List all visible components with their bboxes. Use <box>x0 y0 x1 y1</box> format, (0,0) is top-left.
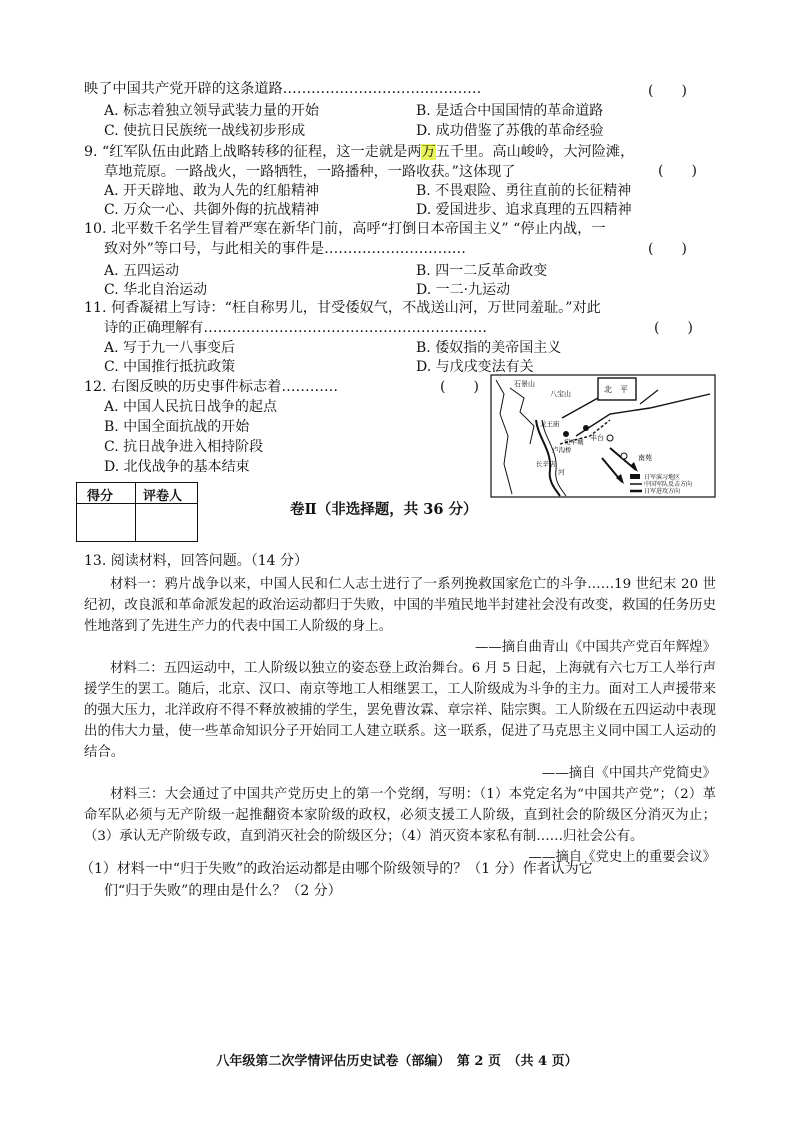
q12-stem-text: 12. 右图反映的历史事件标志着 <box>84 379 282 395</box>
q12-stem: 12. 右图反映的历史事件标志着………… <box>84 379 339 395</box>
q8-option-b: B. 是适合中国国情的革命道路 <box>416 103 604 119</box>
q8-answer-paren: ( ) <box>648 83 687 99</box>
map-legend-3: 日军进攻方向 <box>644 488 681 495</box>
score-box <box>76 482 198 542</box>
q10-answer-paren: ( ) <box>648 241 687 257</box>
material-3-source: ——摘自《党史上的重要会议》 <box>528 850 716 865</box>
material-2-source: ——摘自《中国共产党简史》 <box>541 766 716 781</box>
material-3: 材料三：大会通过了中国共产党历史上的第一个党纲，写明：（1）本党定名为“中国共产党”；（2）革命军队必须与无产阶级一起推翻资本家阶级的政权，必须支援工人阶级，直到社会的阶级区分消灭为止；（3）承认无产阶级专政，直到消灭社会的阶级区分；（4）消灭资本家私有制……归社会公有。 <box>84 787 716 844</box>
q13-materials <box>84 574 716 868</box>
q9-stem-a: 9. “红军队伍由此踏上战略转移的征程，这一走就是两 <box>84 144 422 160</box>
q8-option-d: D. 成功借鉴了苏俄的革命经验 <box>416 123 604 139</box>
q8-stem-cont: 映了中国共产党开辟的这条道路…………………………………… <box>84 81 482 97</box>
page-footer: 八年级第二次学情评估历史试卷（部编） 第 2 页 （共 4 页） <box>216 1054 578 1069</box>
q11-option-b: B. 倭奴指的美帝国主义 <box>416 340 562 356</box>
q13-sub1-line2: 们“归于失败”的理由是什么？（2 分） <box>104 883 342 899</box>
map-label-longwangmiao: 龙王庙 <box>540 420 560 428</box>
map-label-fengtai: 丰台 <box>590 434 604 442</box>
map-legend-2: 中国军队反击方向 <box>644 481 693 488</box>
map-label-wanping: 宛平城 <box>564 438 584 446</box>
map-label-lugouqiao: 卢沟桥 <box>552 446 572 454</box>
score-label: 得分 <box>87 489 114 504</box>
map-label-nanyuan: 南苑 <box>638 454 652 462</box>
q8-option-c: C. 使抗日民族统一战线初步形成 <box>104 123 306 139</box>
map-label-babaoshan: 八宝山 <box>550 390 571 398</box>
section-2-title: 卷Ⅱ（非选择题，共 36 分） <box>290 501 478 518</box>
map-legend-1: 日军演习地区 <box>644 474 681 481</box>
material-1-source: ——摘自曲青山《中国共产党百年辉煌》 <box>474 640 716 655</box>
score-box-vline <box>135 483 136 541</box>
q13-title: 13. 阅读材料，回答问题。（14 分） <box>84 553 308 569</box>
q11-stem-line1: 11. 何香凝裙上写诗：“枉自称男儿，甘受倭奴气，不战送山河，万世同羞耻。”对此 <box>84 300 601 316</box>
map-label-shijingshan: 石景山 <box>514 380 535 388</box>
q8-stem-text: 映了中国共产党开辟的这条道路 <box>84 81 283 97</box>
q12-option-a: A. 中国人民抗日战争的起点 <box>104 399 278 415</box>
q11-option-a: A. 写于九一八事变后 <box>104 340 236 356</box>
q10-option-b: B. 四一二反革命政变 <box>416 263 548 279</box>
q9-option-c: C. 万众一心、共御外侮的抗战精神 <box>104 202 320 218</box>
q9-stem-line2 <box>104 163 516 181</box>
q11-answer-paren: ( ) <box>654 320 693 336</box>
q10-stem-l2: 致对外”等口号，与此相关的事件是 <box>104 241 325 257</box>
highlighted-char: 万 <box>421 144 436 160</box>
q9-stem-l2: 草地荒原。一路战火，一路牺牲，一路播种，一路收获。”这体现了 <box>104 164 516 180</box>
q9-answer-paren: ( ) <box>658 163 697 179</box>
q9-stem-b: 五千里。高山峻岭，大河险滩， <box>435 144 635 160</box>
map-label-changxindian: 长辛店 <box>536 460 556 468</box>
q13-sub1-line1: （1）材料一中“归于失败”的政治运动都是由哪个阶级领导的？（1 分）作者认为它 <box>80 861 593 877</box>
q12-option-b: B. 中国全面抗战的开始 <box>104 419 250 435</box>
material-1: 材料一：鸦片战争以来，中国人民和仁人志士进行了一系列挽救国家危亡的斗争……19 世纪末 20 世纪初，改良派和革命派发起的政治运动都归于失败，中国的半殖民地半封建社会没有改变，救国的任务历史性地落到了先进生产力的代表中国工人阶级的身上。 <box>84 577 716 634</box>
map-label-beiping: 北 平 <box>604 385 628 394</box>
q9-option-a: A. 开天辟地、敢为人先的红船精神 <box>104 183 320 199</box>
q10-stem-line1: 10. 北平数千名学生冒着严寒在新华门前，高呼“打倒日本帝国主义” “停止内战，一 <box>84 221 606 237</box>
q11-stem-l2: 诗的正确理解有 <box>104 320 204 336</box>
material-2: 材料二：五四运动中，工人阶级以独立的姿态登上政治舞台。6 月 5 日起，上海就有六七万工人举行声援学生的罢工。随后，北京、汉口、南京等地工人相继罢工，工人阶级成为斗争的主力。面对工人声援带来的强大压力，北洋政府不得不释放被捕的学生，罢免曹汝霖、章宗祥、陆宗舆。工人阶级在五四运动中表现出的伟大力量，使一些革命知识分子开始同工人建立联系。这一联系，促进了马克思主义同中国工人运动的结合。 <box>84 661 716 760</box>
q9-option-b: B. 不畏艰险、勇往直前的长征精神 <box>416 183 632 199</box>
q9-option-d: D. 爱国进步、追求真理的五四精神 <box>416 202 632 218</box>
lugouqiao-incident-map <box>490 374 716 498</box>
q12-option-c: C. 抗日战争进入相持阶段 <box>104 439 264 455</box>
q10-stem-line2: 致对外”等口号，与此相关的事件是………………………… <box>104 241 466 257</box>
map-label-river: 河 <box>558 468 565 476</box>
grader-label: 评卷人 <box>143 489 183 504</box>
q9-stem-line1 <box>84 143 634 161</box>
q12-answer-paren: ( ) <box>440 379 479 395</box>
q10-option-a: A. 五四运动 <box>104 263 180 279</box>
q11-stem-line2: 诗的正确理解有…………………………………………………… <box>104 320 488 336</box>
q8-option-a: A. 标志着独立领导武装力量的开始 <box>104 103 320 119</box>
q11-option-c: C. 中国推行抵抗政策 <box>104 359 236 375</box>
q11-option-d: D. 与戊戌变法有关 <box>416 359 534 375</box>
q10-option-c: C. 华北自治运动 <box>104 282 208 298</box>
q10-option-d: D. 一二·九运动 <box>416 282 511 298</box>
q12-option-d: D. 北伐战争的基本结束 <box>104 459 250 475</box>
